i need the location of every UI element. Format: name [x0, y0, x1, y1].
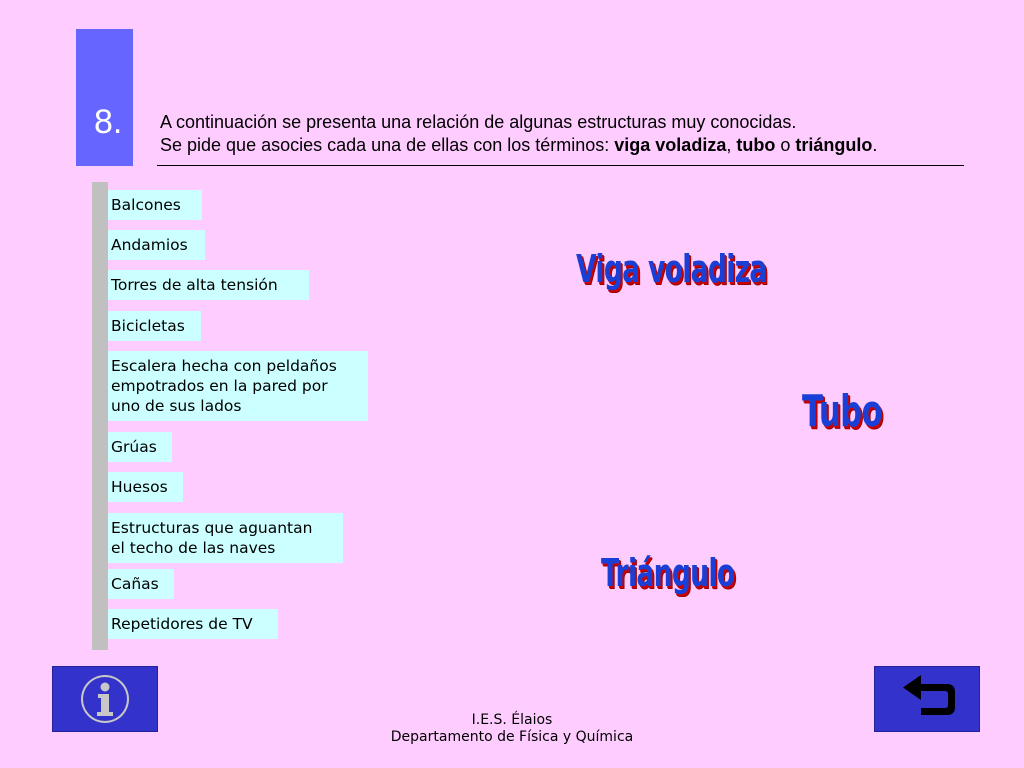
- term-triangulo: triángulo: [795, 135, 873, 155]
- slide-number-box: [76, 29, 133, 166]
- item-gruas[interactable]: Grúas: [108, 432, 172, 462]
- footer: [0, 712, 1024, 746]
- instructions: [160, 111, 970, 157]
- period: .: [872, 135, 878, 155]
- item-estructuras-naves[interactable]: Estructuras que aguantan el techo de las naves: [108, 513, 343, 563]
- target-triangulo[interactable]: Triángulo: [601, 551, 735, 595]
- instructions-prefix: Se pide que asocies cada una de ellas con los términos:: [160, 135, 615, 155]
- list-side-bar: [92, 182, 108, 650]
- footer-department: Departamento de Física y Química: [390, 729, 634, 745]
- instructions-line-2: [160, 134, 970, 157]
- item-andamios[interactable]: Andamios: [108, 230, 205, 260]
- target-viga-voladiza[interactable]: Viga voladiza: [576, 247, 767, 291]
- item-torres-alta-tension[interactable]: Torres de alta tensión: [108, 270, 309, 300]
- item-repetidores-tv[interactable]: Repetidores de TV: [108, 609, 278, 639]
- item-escalera[interactable]: Escalera hecha con peldaños empotrados en la pared por uno de sus lados: [108, 351, 368, 421]
- separator: ,: [726, 135, 737, 155]
- slide-number: 8.: [94, 103, 123, 141]
- item-bicicletas[interactable]: Bicicletas: [108, 311, 201, 341]
- footer-school: I.E.S. Élaios: [471, 712, 553, 728]
- separator: o: [775, 135, 796, 155]
- term-viga-voladiza: viga voladiza: [614, 135, 727, 155]
- header-divider: [157, 165, 964, 166]
- target-tubo[interactable]: Tubo: [802, 386, 882, 437]
- item-canas[interactable]: Cañas: [108, 569, 174, 599]
- item-balcones[interactable]: Balcones: [108, 190, 202, 220]
- item-huesos[interactable]: Huesos: [108, 472, 183, 502]
- term-tubo: tubo: [736, 135, 776, 155]
- instructions-line-1: A continuación se presenta una relación de algunas estructuras muy conocidas.: [160, 112, 797, 132]
